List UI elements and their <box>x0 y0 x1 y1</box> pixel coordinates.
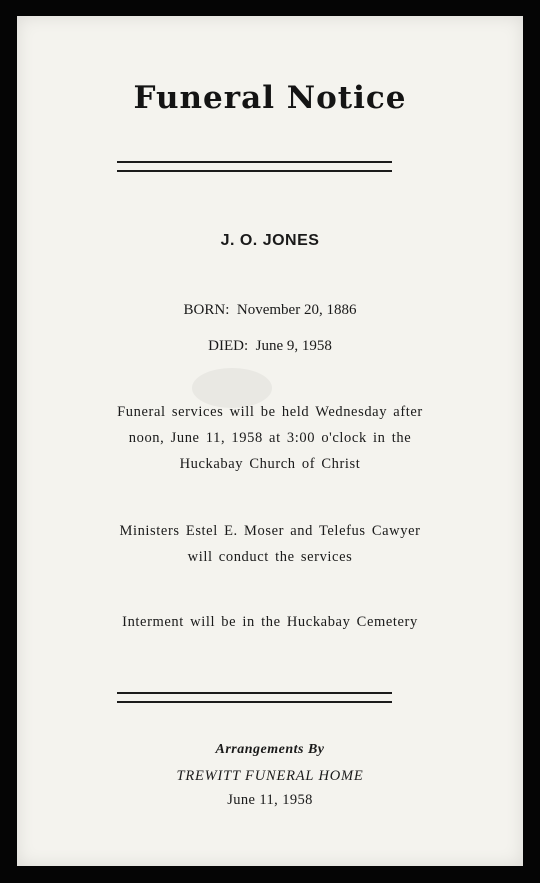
top-divider-line-1 <box>117 161 392 163</box>
died-label: DIED: <box>208 338 249 354</box>
bottom-divider-line-2 <box>117 701 392 703</box>
services-line: noon, June 11, 1958 at 3:00 o'clock in the <box>128 430 412 446</box>
deceased-name: J. O. JONES <box>220 232 320 249</box>
arrangements-label: Arrangements By <box>215 742 325 757</box>
interment-line: Interment will be in the Huckabay Cemetery <box>122 614 418 630</box>
services-line: Funeral services will be held Wednesday after <box>117 404 423 420</box>
died-date: June 9, 1958 <box>255 338 332 354</box>
ministers-paragraph <box>17 518 523 570</box>
died-line <box>17 338 523 355</box>
interment-paragraph <box>17 609 523 635</box>
ministers-line: Ministers Estel E. Moser and Telefus Cawyer <box>119 523 421 539</box>
born-label: BORN: <box>183 302 230 318</box>
funeral-home-name: TREWITT FUNERAL HOME <box>176 768 364 784</box>
born-line <box>17 302 523 319</box>
funeral-notice-card <box>17 16 523 866</box>
services-line: Huckabay Church of Christ <box>179 456 361 472</box>
born-date: November 20, 1886 <box>236 302 357 318</box>
ministers-line: will conduct the services <box>187 549 353 565</box>
top-divider-line-2 <box>117 170 392 172</box>
services-paragraph <box>17 399 523 477</box>
notice-date: June 11, 1958 <box>227 792 313 808</box>
notice-title: Funeral Notice <box>133 80 407 116</box>
bottom-divider-line-1 <box>117 692 392 694</box>
